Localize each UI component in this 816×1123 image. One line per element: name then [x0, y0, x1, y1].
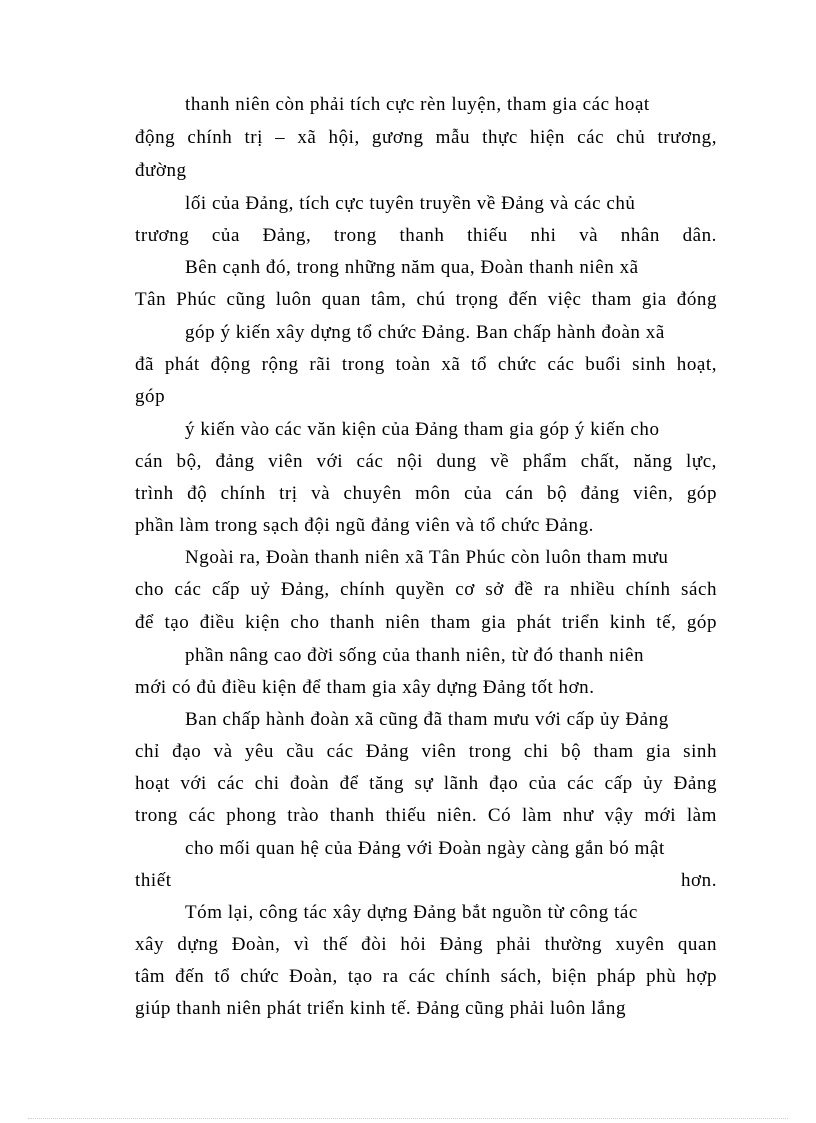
text-line-7: Tân Phúc cũng luôn quan tâm, chú trọng đến việc tham gia đóng	[135, 289, 717, 310]
text-line-25	[135, 869, 717, 893]
text-line-15: Ngoài ra, Đoàn thanh niên xã Tân Phúc còn luôn tham mưu	[185, 547, 669, 568]
text-line-18: phần nâng cao đời sống của thanh niên, từ đó thanh niên	[185, 645, 644, 666]
text-line-20: Ban chấp hành đoàn xã cũng đã tham mưu với cấp ủy Đảng	[185, 709, 669, 730]
text-line-28: tâm đến tổ chức Đoàn, tạo ra các chính sách, biện pháp phù hợp	[135, 966, 717, 987]
text-line-6: Bên cạnh đó, trong những năm qua, Đoàn thanh niên xã	[185, 257, 639, 278]
text-line-27: xây dựng Đoàn, vì thế đòi hỏi Đảng phải thường xuyên quan	[135, 934, 717, 955]
text-line-8: góp ý kiến xây dựng tổ chức Đảng. Ban chấp hành đoàn xã	[185, 322, 665, 343]
text-line-22: hoạt với các chi đoàn để tăng sự lãnh đạo của các cấp ủy Đảng	[135, 773, 717, 794]
footer-divider	[28, 1118, 788, 1119]
text-line-13: trình độ chính trị và chuyên môn của cán bộ đảng viên, góp	[135, 483, 717, 504]
text-line-1: thanh niên còn phải tích cực rèn luyện, tham gia các hoạt	[185, 94, 650, 115]
text-line-29: giúp thanh niên phát triển kinh tế. Đảng cũng phải luôn lắng	[135, 998, 627, 1019]
text-line-5: trương của Đảng, trong thanh thiếu nhi và nhân dân.	[135, 225, 717, 246]
text-line-14: phần làm trong sạch đội ngũ đảng viên và tổ chức Đảng.	[135, 515, 594, 536]
text-line-10: góp	[135, 386, 166, 407]
text-line-23: trong các phong trào thanh thiếu niên. Có làm như vậy mới làm	[135, 805, 717, 826]
text-line-19: mới có đủ điều kiện để tham gia xây dựng Đảng tốt hơn.	[135, 677, 595, 698]
text-line-4: lối của Đảng, tích cực tuyên truyền về Đảng và các chủ	[185, 193, 636, 214]
text-line-24: cho mối quan hệ của Đảng với Đoàn ngày càng gắn bó mật	[185, 838, 665, 859]
text-line-9: đã phát động rộng rãi trong toàn xã tổ chức các buổi sinh hoạt,	[135, 354, 717, 375]
text-line-26: Tóm lại, công tác xây dựng Đảng bắt nguồn từ công tác	[185, 902, 638, 923]
text-line-25-right: hơn.	[681, 870, 717, 891]
text-line-11: ý kiến vào các văn kiện của Đảng tham gia góp ý kiến cho	[185, 419, 660, 440]
text-line-16: cho các cấp uỷ Đảng, chính quyền cơ sở đề ra nhiều chính sách	[135, 579, 717, 600]
text-line-25-left: thiết	[135, 870, 172, 891]
text-line-17: để tạo điều kiện cho thanh niên tham gia phát triển kinh tế, góp	[135, 612, 717, 633]
text-line-12: cán bộ, đảng viên với các nội dung về phẩm chất, năng lực,	[135, 451, 717, 472]
text-line-21: chỉ đạo và yêu cầu các Đảng viên trong chi bộ tham gia sinh	[135, 741, 717, 762]
text-line-2: động chính trị – xã hội, gương mẫu thực hiện các chủ trương,	[135, 127, 717, 148]
text-line-3: đường	[135, 160, 187, 181]
